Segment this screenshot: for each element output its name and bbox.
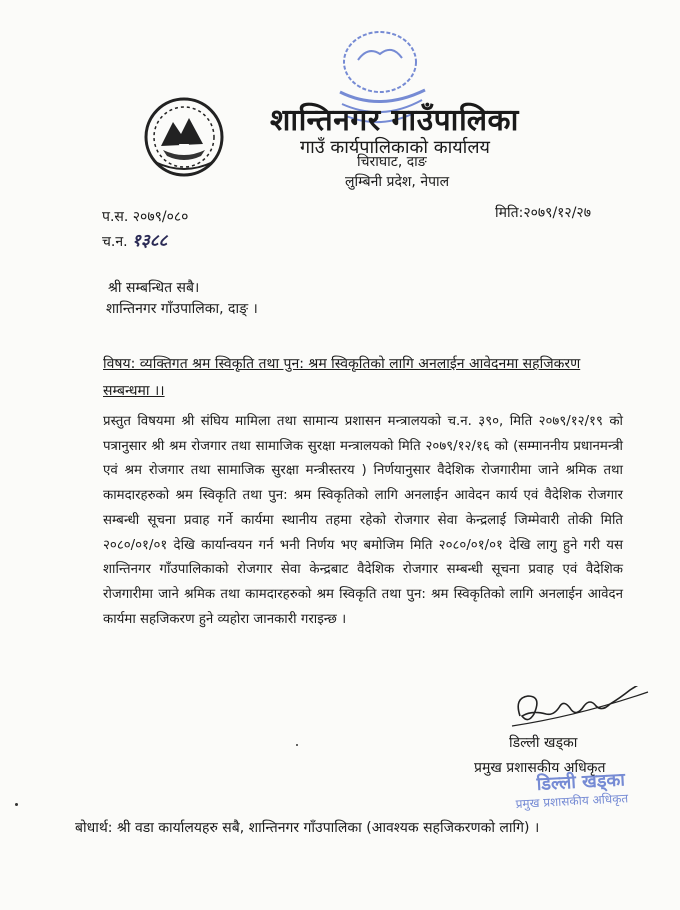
subject-line: विषय: व्यक्तिगत श्रम स्विकृति तथा पुन: श्रम स्विकृतिको लागि अनलाईन आवेदनमा सहजिकरण सम्बन्धमा ।। — [103, 356, 581, 399]
name-stamp — [504, 766, 646, 813]
signatory-name: डिल्ली खड्का — [509, 735, 578, 751]
signatory-title: प्रमुख प्रशासकीय अधिकृत — [474, 760, 606, 776]
address-line-2: लुम्बिनी प्रदेश, नेपाल — [345, 174, 450, 190]
cc-line: बोधार्थ: श्री वडा कार्यालयहरु सबै, शान्तिनगर गाँउपालिका (आवश्यक सहजिकरणको लागि) । — [75, 820, 540, 836]
stamp-title: प्रमुख प्रशासकीय अधिकृत — [515, 791, 629, 812]
letter-body: प्रस्तुत विषयमा श्री संघिय मामिला तथा सामान्य प्रशासन मन्त्रालयको च.न. ३९०, मिति २०७९/१२/१९ को पत्रानुसार श्री श्रम रोजगार तथा सामाजिक सुरक्षा मन्त्रालयको मिति २०७९/१२/१६ को (सम्माननीय प्रधानमन्त्री एवं श्रम रोजगार तथा सामाजिक सुरक्षा मन्त्रीस्तरय ) निर्णयानुसार वैदेशिक रोजगारीमा जाने श्रमिक तथा कामदारहरुको श्रम स्विकृति तथा पुन: श्रम स्विकृतिको लागि अनलाईन आवेदन कार्य एवं वैदेशिक रोजगार सम्बन्धी सूचना प्रवाह गर्ने कार्यमा स्थानीय तहमा रहेको रोजगार सेवा केन्द्रलाई जिम्मेवारी तोकी मिति २०८०/०१/०१ देखि कार्यान्वयन गर्न भनी निर्णय भए बमोजिम मिति २०८०/०१/०१ देखि लागु हुने गरी यस शान्तिनगर गाँउपालिकाको रोजगार सेवा केन्द्रबाट वैदेशिक रोजगार सम्बन्धी सूचना प्रवाह एवं वैदेशिक रोजगारीमा जाने श्रमिक तथा कामदारहरुको श्रम स्विकृति तथा पुन: श्रम स्विकृतिको लागि अनलाईन आवेदन कार्यमा सहजिकरण हुने व्यहोरा जानकारी गराइन्छ । — [103, 414, 623, 627]
org-name: शान्तिनगर गाउँपालिका — [270, 103, 519, 138]
handwritten-signature-icon — [508, 686, 658, 734]
scan-speck — [296, 744, 298, 746]
addressee-line-1: श्री सम्बन्धित सबै। — [108, 280, 200, 296]
nepal-emblem-icon — [143, 96, 225, 178]
letter-date: मिति:२०७९/१२/२७ — [495, 205, 591, 221]
dispatch-value: १३८८ — [132, 231, 168, 251]
dispatch-label: च.न. — [102, 234, 128, 250]
dispatch-number — [102, 228, 167, 251]
office-name: गाउँ कार्यपालिकाको कार्यालय — [300, 137, 490, 158]
address-line-1: चिराघाट, दाङ — [357, 154, 427, 170]
reference-number: प.स. २०७९/०८० — [102, 209, 189, 225]
addressee-line-2: शान्तिनगर गाँउपालिका, दाङ् । — [106, 301, 258, 317]
stamp-name: डिल्ली खड्का — [536, 769, 626, 795]
scan-speck — [15, 803, 18, 806]
